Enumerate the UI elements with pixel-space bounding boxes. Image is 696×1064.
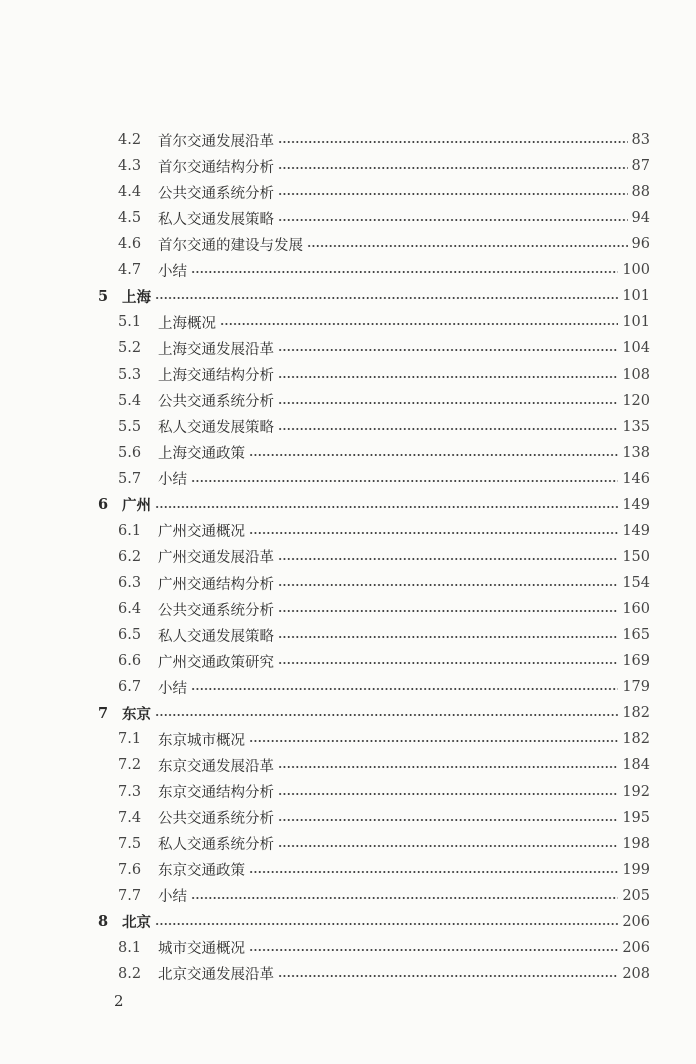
entry-page: 146: [622, 470, 650, 487]
entry-number: 6.6: [118, 653, 142, 670]
dot-leader: [278, 349, 618, 351]
toc-section-entry: [0, 154, 696, 178]
entry-number: 5.7: [118, 470, 142, 487]
entry-page: 149: [622, 496, 650, 513]
entry-number: 4.3: [118, 158, 142, 175]
entry-number: 8.2: [118, 965, 142, 982]
dot-leader: [278, 376, 618, 378]
entry-number: 6.2: [118, 548, 142, 565]
entry-number: 6.4: [118, 601, 142, 618]
entry-title: 私人交通系统分析: [158, 837, 274, 854]
entry-page: 169: [622, 653, 650, 670]
entry-title: 公共交通系统分析: [158, 394, 274, 411]
entry-title: 公共交通系统分析: [158, 811, 274, 828]
toc-section-entry: [0, 310, 696, 334]
toc-section-entry: [0, 623, 696, 647]
toc-section-entry: [0, 180, 696, 204]
entry-page: 198: [622, 835, 650, 852]
entry-number: 5.4: [118, 392, 142, 409]
entry-number: 5: [98, 287, 109, 305]
dot-leader: [191, 897, 618, 899]
toc-section-entry: [0, 128, 696, 152]
entry-page: 154: [622, 575, 650, 592]
dot-leader: [278, 193, 628, 195]
dot-leader: [278, 975, 618, 977]
entry-title: 私人交通发展策略: [158, 628, 274, 645]
entry-page: 138: [622, 444, 650, 461]
entry-page: 100: [622, 262, 650, 279]
entry-title: 东京交通发展沿革: [158, 758, 274, 775]
toc-section-entry: [0, 441, 696, 465]
dot-leader: [249, 532, 618, 534]
toc-chapter-entry: [0, 493, 696, 517]
toc-chapter-entry: [0, 284, 696, 308]
entry-number: 5.6: [118, 444, 142, 461]
entry-page: 150: [622, 548, 650, 565]
toc-section-entry: [0, 936, 696, 960]
entry-page: 88: [631, 184, 650, 201]
toc-section-entry: [0, 806, 696, 830]
dot-leader: [155, 714, 618, 716]
dot-leader: [191, 480, 618, 482]
entry-page: 182: [622, 731, 650, 748]
dot-leader: [278, 428, 618, 430]
entry-number: 8.1: [118, 939, 142, 956]
entry-title: 广州交通结构分析: [158, 576, 274, 593]
dot-leader: [191, 271, 618, 273]
dot-leader: [278, 636, 618, 638]
entry-number: 7.2: [118, 757, 142, 774]
page-number: 2: [114, 992, 124, 1010]
dot-leader: [278, 793, 618, 795]
entry-number: 7.5: [118, 835, 142, 852]
entry-title: 上海概况: [158, 315, 216, 332]
dot-leader: [278, 167, 628, 169]
entry-page: 135: [622, 418, 650, 435]
entry-title: 广州交通发展沿革: [158, 550, 274, 567]
entry-title: 北京交通发展沿革: [158, 967, 274, 984]
entry-page: 195: [622, 809, 650, 826]
entry-title: 上海: [122, 288, 151, 306]
entry-number: 5.5: [118, 418, 142, 435]
entry-number: 6.7: [118, 679, 142, 696]
dot-leader: [155, 506, 618, 508]
toc-section-entry: [0, 363, 696, 387]
dot-leader: [155, 297, 618, 299]
entry-number: 6.1: [118, 522, 142, 539]
entry-number: 4.2: [118, 132, 142, 148]
entry-number: 4.6: [118, 236, 142, 253]
entry-number: 7: [98, 704, 109, 722]
entry-page: 101: [622, 314, 650, 331]
entry-title: 小结: [158, 472, 187, 489]
entry-title: 公共交通系统分析: [158, 185, 274, 202]
toc-section-entry: [0, 597, 696, 621]
dot-leader: [278, 766, 618, 768]
dot-leader: [249, 949, 618, 951]
entry-title: 上海交通政策: [158, 446, 245, 463]
toc-section-entry: [0, 232, 696, 256]
entry-title: 上海交通发展沿革: [158, 341, 274, 358]
entry-number: 4.5: [118, 210, 142, 227]
entry-page: 206: [622, 939, 650, 956]
entry-page: 108: [622, 366, 650, 383]
entry-title: 小结: [158, 680, 187, 697]
entry-page: 179: [622, 679, 650, 696]
entry-page: 182: [622, 705, 650, 722]
entry-title: 首尔交通结构分析: [158, 159, 274, 176]
toc-section-entry: [0, 336, 696, 360]
entry-title: 东京交通结构分析: [158, 785, 274, 801]
toc-section-entry: [0, 415, 696, 439]
entry-page: 149: [622, 522, 650, 539]
entry-number: 8: [98, 913, 109, 931]
entry-number: 6.3: [118, 575, 142, 592]
entry-page: 205: [622, 887, 650, 904]
dot-leader: [249, 871, 618, 873]
toc-section-entry: [0, 753, 696, 777]
entry-title: 私人交通发展策略: [158, 420, 274, 437]
toc-section-entry: [0, 258, 696, 282]
entry-page: 206: [622, 913, 650, 930]
dot-leader: [278, 219, 628, 221]
dot-leader: [278, 819, 618, 821]
entry-number: 7.1: [118, 731, 142, 748]
toc-section-entry: [0, 545, 696, 569]
toc-section-entry: [0, 727, 696, 751]
toc-section-entry: [0, 962, 696, 986]
toc-section-entry: [0, 206, 696, 230]
entry-page: 165: [622, 627, 650, 644]
entry-page: 120: [622, 392, 650, 409]
toc-section-entry: [0, 780, 696, 804]
entry-title: 广州交通概况: [158, 524, 245, 541]
entry-title: 东京: [122, 705, 151, 723]
dot-leader: [278, 141, 628, 143]
toc-section-entry: [0, 884, 696, 908]
entry-number: 4.4: [118, 184, 142, 201]
entry-number: 7.4: [118, 809, 142, 826]
entry-page: 94: [631, 210, 650, 227]
entry-page: 96: [631, 236, 650, 253]
dot-leader: [278, 558, 618, 560]
toc-section-entry: [0, 467, 696, 491]
entry-page: 101: [622, 288, 650, 305]
entry-page: 83: [631, 132, 650, 148]
entry-title: 北京: [122, 914, 151, 932]
entry-title: 广州交通政策研究: [158, 654, 274, 671]
entry-title: 小结: [158, 263, 187, 280]
dot-leader: [278, 584, 618, 586]
toc-section-entry: [0, 519, 696, 543]
dot-leader: [278, 610, 618, 612]
dot-leader: [249, 454, 618, 456]
entry-number: 5.1: [118, 314, 142, 331]
toc-section-entry: [0, 389, 696, 413]
toc-section-entry: [0, 675, 696, 699]
dot-leader: [249, 740, 618, 742]
toc-section-entry: [0, 858, 696, 882]
entry-number: 7.3: [118, 783, 142, 800]
entry-page: 160: [622, 601, 650, 618]
dot-leader: [278, 845, 618, 847]
entry-number: 4.7: [118, 262, 142, 279]
entry-title: 私人交通发展策略: [158, 211, 274, 228]
entry-title: 东京交通政策: [158, 863, 245, 880]
toc-section-entry: [0, 649, 696, 673]
entry-title: 上海交通结构分析: [158, 368, 274, 385]
entry-page: 87: [631, 158, 650, 175]
entry-title: 首尔交通的建设与发展: [158, 237, 303, 254]
toc-chapter-entry: [0, 910, 696, 934]
toc-section-entry: [0, 571, 696, 595]
entry-number: 6: [98, 496, 109, 514]
entry-page: 199: [622, 861, 650, 878]
dot-leader: [155, 923, 618, 925]
entry-number: 5.2: [118, 340, 142, 357]
entry-title: 公共交通系统分析: [158, 602, 274, 619]
entry-page: 192: [622, 783, 650, 800]
entry-number: 6.5: [118, 627, 142, 644]
entry-number: 5.3: [118, 366, 142, 383]
dot-leader: [191, 688, 618, 690]
entry-title: 广州: [122, 497, 151, 515]
entry-page: 184: [622, 757, 650, 774]
entry-number: 7.6: [118, 861, 142, 878]
dot-leader: [278, 662, 618, 664]
entry-title: 小结: [158, 889, 187, 906]
entry-number: 7.7: [118, 887, 142, 904]
entry-page: 208: [622, 965, 650, 982]
dot-leader: [220, 323, 618, 325]
entry-page: 104: [622, 340, 650, 357]
entry-title: 东京城市概况: [158, 732, 245, 749]
dot-leader: [278, 402, 618, 404]
entry-title: 首尔交通发展沿革: [158, 133, 274, 150]
toc-section-entry: [0, 832, 696, 856]
toc-chapter-entry: [0, 701, 696, 725]
entry-title: 城市交通概况: [158, 941, 245, 958]
dot-leader: [307, 245, 628, 247]
